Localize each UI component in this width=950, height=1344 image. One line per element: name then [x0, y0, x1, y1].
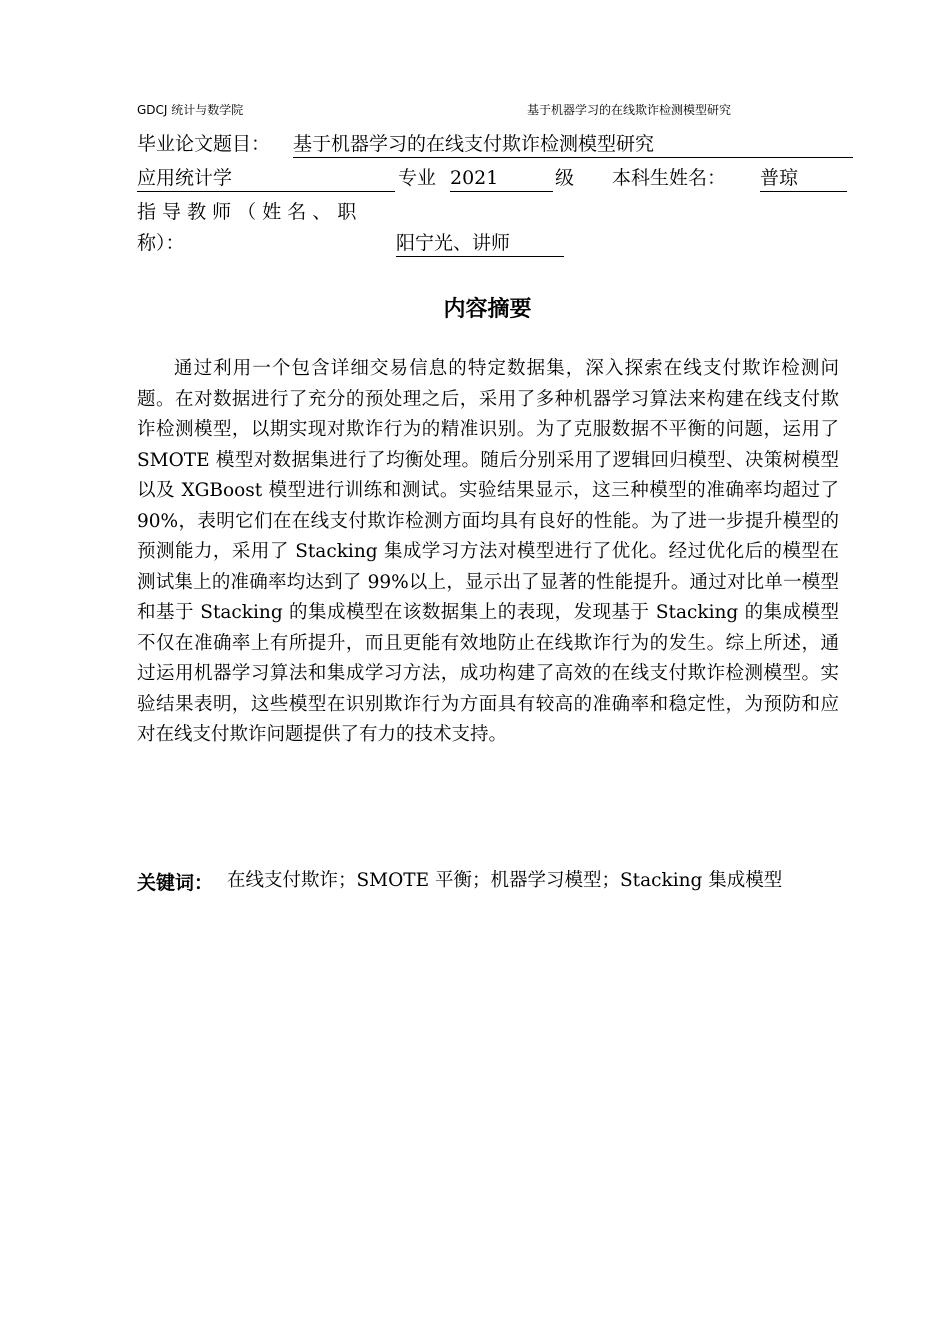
keywords-text: 在线支付欺诈；SMOTE 平衡；机器学习模型；Stacking 集成模型 — [227, 870, 783, 891]
title-value: 基于机器学习的在线支付欺诈检测模型研究 — [293, 131, 853, 158]
student-label: 本科生姓名： — [612, 167, 727, 189]
header-left: GDCJ 统计与数学院 — [137, 103, 244, 117]
major-value: 应用统计学 — [137, 165, 395, 192]
advisor-value: 阳宁光、讲师 — [396, 230, 564, 257]
grade-value: 2021 — [450, 165, 553, 192]
advisor-label-line1: 指 导 教 师 （ 姓 名 、 职 — [137, 201, 357, 223]
grade-label: 级 — [555, 167, 575, 189]
abstract-heading: 内容摘要 — [443, 297, 532, 322]
advisor-label-line2: 称）： — [137, 232, 185, 254]
abstract-paragraph: 通过利用一个包含详细交易信息的特定数据集，深入探索在线支付欺诈检测问题。在对数据进行了充分的预处理之后，采用了多种机器学习算法来构建在线支付欺诈检测模型，以期实现对欺诈行为的精准识别。为了克服数据不平衡的问题，运用了 SMOTE 模型对数据集进行了均衡处理。随后分别采用了逻辑回归模型、决策树模型以及 XGBoost 模型进行训练和测试。实验结果显示，这三种模型的准确率均超过了 90%，表明它们在在线支付欺诈检测方面均具有良好的性能。为了进一步提升模型的预测能力，采用了 Stacking 集成学习方法对模型进行了优化。经过优化后的模型在测试集上的准确率均达到了 99%以上，显示出了显著的性能提升。通过对比单一模型和基于 Stacking 的集成模型在该数据集上的表现，发现基于 Stacking 的集成模型不仅在准确率上有所提升，而且更能有效地防止在线欺诈行为的发生。综上所述，通过运用机器学习算法和集成学习方法，成功构建了高效的在线支付欺诈检测模型。实验结果表明，这些模型在识别欺诈行为方面具有较高的准确率和稳定性，为预防和应对在线支付欺诈问题提供了有力的技术支持。 — [137, 358, 839, 745]
title-label: 毕业论文题目： — [137, 133, 271, 155]
header-right: 基于机器学习的在线欺诈检测模型研究 — [527, 103, 732, 117]
abstract-body — [137, 354, 839, 751]
major-label: 专业 — [398, 167, 437, 189]
student-value: 普琼 — [760, 165, 847, 192]
keywords-label: 关键词： — [137, 872, 214, 894]
